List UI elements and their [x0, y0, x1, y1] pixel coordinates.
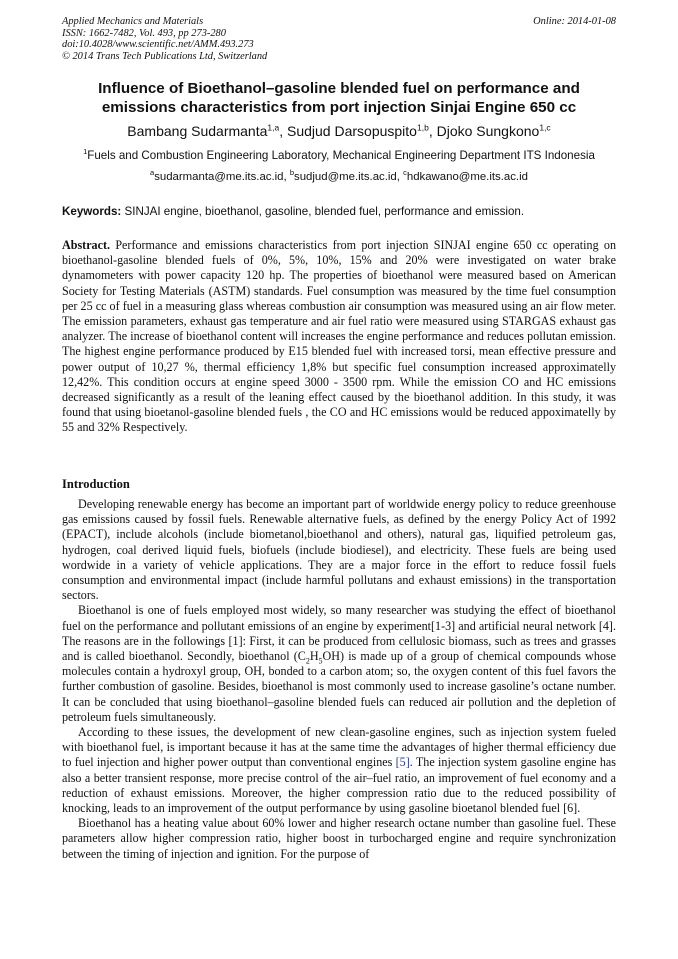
keywords-label: Keywords:: [62, 205, 122, 218]
email-marker: c: [403, 168, 407, 178]
author-name: Sudjud Darsopuspito: [287, 123, 417, 139]
reference-link[interactable]: [5]: [395, 755, 410, 770]
author-marker: 1,b: [416, 122, 429, 133]
journal-doi: doi:10.4028/www.scientific.net/AMM.493.273: [62, 39, 254, 51]
online-date: Online: 2014-01-08: [533, 16, 616, 27]
journal-header: [62, 16, 267, 62]
email-marker: a: [150, 168, 155, 178]
journal-issn: ISSN: 1662-7482, Vol. 493, pp 273-280: [62, 27, 226, 39]
author-name: Djoko Sungkono: [436, 123, 540, 139]
keywords-text: SINJAI engine, bioethanol, gasoline, blended fuel, performance and emission.: [121, 205, 525, 218]
author-separator: ,: [428, 123, 437, 139]
author-separator: ,: [279, 123, 287, 139]
keywords: [62, 205, 616, 219]
abstract-text: Performance and emissions characteristics from port injection SINJAI engine 650 cc operating on bioethanol-gasoline blended fuels of 0%, 5%, 10%, 15% and 20% were investigated on water brake dynamometers with power capacity 120 hp. The properties of bioethanol were measured based on American Society for Testing Materials (ASTM) standards. Fuel consumption was measured by the time fuel consumption per 25 cc of fuel in a measuring glass whereas combustion air consumption was measured using an air flow meter. The emission parameters, exhaust gas temperature and air fuel ratio were measured using STARGAS exhaust gas analyzer. The increase of bioethanol content will increases the engine performance and reduces pollutan emission. The highest engine performance produced by E15 blended fuel with increased torsi, mean effective pressure and power output of 10,27 %, thermal efficiency 1,8% but specific fuel consumption increased approximatelly 12,42%. This condition occurs at engine speed 3000 - 3500 rpm. While the emission CO and HC emissions decreased significantly as a result of the leaning effect caused by the bioethanol addition. In this study, it was found that using bioetanol-gasoline blended fuels , the CO and HC emissions would be reduced appoximatelly by 55 and 32% Respectively.: [62, 238, 616, 435]
author-marker: 1,a: [267, 122, 280, 133]
paragraph-text: Bioethanol is one of fuels employed most widely, so many researcher was studying the effect of bioethanol fuel on the performance and pollutant emissions of an engine by experiment[1-3] and artificial neural network [4]. The reasons are in the followings [1]: First, it can be produced from cellulosic biomass, such as trees and grasses and is called bioethanol. Secondly, bioethanol (C: [62, 603, 616, 664]
affiliation-marker: 1: [83, 147, 88, 157]
paragraph: Bioethanol has a heating value about 60% lower and higher research octane number than gasoline fuel. These parameters allow higher compression ratio, higher boost in turbocharged engine and require synchronization between the timing of injection and ignition. For the purpose of: [62, 816, 616, 861]
author-name: Bambang Sudarmanta: [127, 123, 268, 139]
paragraph-text: . The injection system gasoline engine has also a better transient response, more precise control of the air–fuel ratio, an improvement of fuel economy and a reduction of exhaust emissions. Moreover, the higher compression ratio due to the reduced possibility of knocking, leads to an improvement of the output performance by using gasoline bioetanol blended fuel [6].: [62, 755, 616, 816]
author-marker: 1,c: [539, 122, 551, 133]
author-list: [40, 122, 638, 140]
subscript: 2: [305, 656, 310, 666]
section-heading-introduction: Introduction: [62, 477, 130, 491]
abstract-label: Abstract.: [62, 238, 111, 252]
introduction-body: [62, 497, 616, 862]
email-marker: b: [289, 168, 295, 178]
email-link[interactable]: sudarmanta@me.its.ac.id: [154, 171, 284, 183]
paragraph-text: H: [309, 649, 319, 664]
paragraph-text: OH) is made up of a group of chemical compounds whose molecules contain a hydroxyl group, OH, bonded to a carbon atom; so, the oxygen content of this fuel favors the further combustion of gasoline. Besides, bioethanol is most commonly used to increase gasoline’s octane number. It can be concluded that using bioethanol–gasoline blended fuels can reduced air pollution and the depletion of petroleum fuels simultaneously.: [62, 649, 616, 724]
paragraph: [62, 725, 616, 816]
abstract: [62, 238, 616, 436]
email-separator: ,: [283, 171, 290, 183]
affiliation-text: Fuels and Combustion Engineering Laboratory, Mechanical Engineering Department ITS Indonesia: [87, 149, 595, 162]
email-link[interactable]: sudjud@me.its.ac.id: [294, 171, 397, 183]
paragraph: Developing renewable energy has become an important part of worldwide energy policy to reduce greenhouse gas emissions caused by fossil fuels. Renewable alternative fuels, as defined by the energy Policy Act of 1992 (EPACT), include alcohols (include biometanol,bioethanol and others), natural gas, liquified petroleum gas, hydrogen, coal derived liquid fuels, biofuels (include biodiesel), and electricity. These fuels are being used wordwide in a variety of vehicle applications. They are a major force in the effort to reduce fossil fuels consumption and environmental impact (include harmful pollutans and exhaust emissions) in the transportation sectors.: [62, 497, 616, 603]
paragraph-text: According to these issues, the development of new clean-gasoline engines, such as injection system fueled with bioethanol fuel, is important because it has at the same time the advantages of higher thermal efficiency due to fuel injection and higher power output than conventional engines: [62, 725, 616, 770]
affiliation: [40, 149, 638, 163]
paragraph: [62, 603, 616, 725]
email-link[interactable]: hdkawano@me.its.ac.id: [406, 171, 528, 183]
subscript: 5: [318, 656, 323, 666]
journal-copyright: © 2014 Trans Tech Publications Ltd, Switzerland: [62, 50, 268, 62]
journal-name: Applied Mechanics and Materials: [62, 16, 204, 27]
paper-title: Influence of Bioethanol–gasoline blended fuel on performance and emissions characteristics from port injection Sinjai Engine 650 cc: [98, 80, 580, 116]
email-list: [40, 170, 638, 184]
email-separator: ,: [396, 171, 404, 183]
